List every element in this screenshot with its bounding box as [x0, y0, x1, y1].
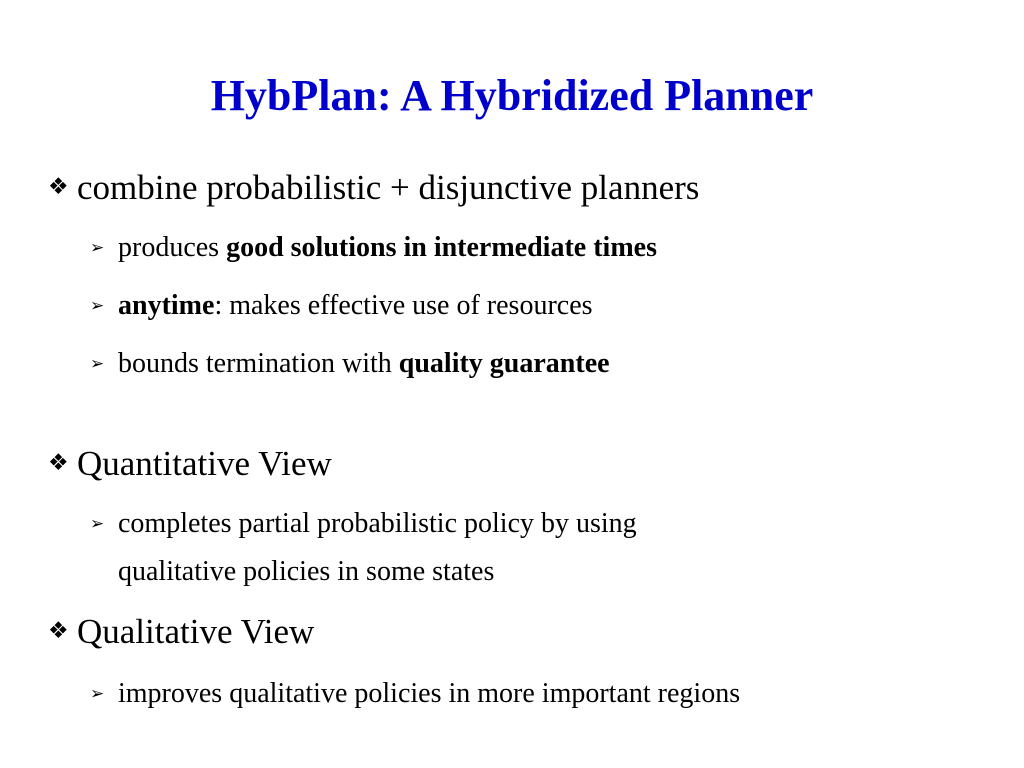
arrowhead-bullet-icon: ➢	[90, 354, 105, 374]
slide-title: HybPlan: A Hybridized Planner	[210, 71, 814, 120]
bullet-heading: Qualitative View	[77, 612, 315, 651]
sub-bullet-improves-policies	[90, 670, 740, 718]
sub-bullet-anytime	[90, 282, 593, 330]
bullet-heading: Quantitative View	[77, 444, 332, 483]
diamond-bullet-icon: ❖	[48, 450, 69, 476]
sub-bullet-text: improves qualitative policies in more important regions	[118, 678, 741, 709]
sub-bullet-emphasis: quality guarantee	[398, 348, 610, 379]
sub-bullet-emphasis: good solutions in intermediate times	[226, 232, 657, 263]
sub-bullet-bounds-termination	[90, 340, 610, 388]
arrowhead-bullet-icon: ➢	[90, 296, 105, 316]
bullet-combine-planners	[48, 164, 699, 211]
sub-bullet-emphasis: anytime	[118, 290, 215, 321]
bullet-quantitative-view	[48, 440, 332, 487]
diamond-bullet-icon: ❖	[48, 174, 69, 200]
sub-bullet-text-tail: : makes effective use of resources	[214, 290, 593, 321]
sub-bullet-text: produces	[118, 232, 227, 263]
diamond-bullet-icon: ❖	[48, 618, 69, 644]
sub-bullet-text-line2: qualitative policies in some states	[118, 556, 495, 587]
arrowhead-bullet-icon: ➢	[90, 684, 105, 704]
bullet-qualitative-view	[48, 608, 314, 655]
sub-bullet-text-line1: completes partial probabilistic policy by using	[118, 508, 637, 539]
sub-bullet-text: bounds termination with	[118, 348, 399, 379]
bullet-heading: combine probabilistic + disjunctive planners	[77, 168, 700, 207]
sub-bullet-completes-policy	[90, 500, 637, 596]
arrowhead-bullet-icon: ➢	[90, 514, 105, 534]
sub-bullet-good-solutions	[90, 224, 657, 272]
arrowhead-bullet-icon: ➢	[90, 238, 105, 258]
